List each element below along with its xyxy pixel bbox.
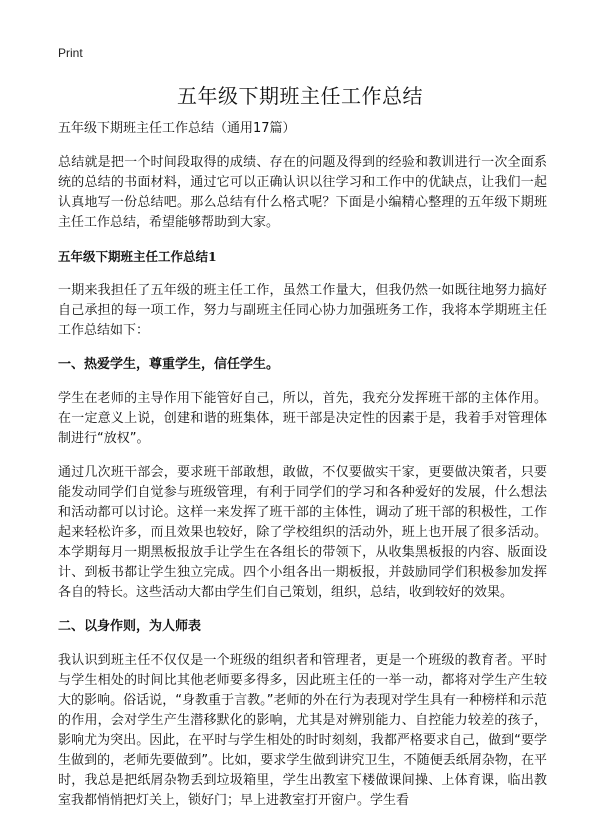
part1-paragraph-2: 通过几次班干部会，要求班干部敢想，敢做，不仅要做实干家，更要做决策者，只要能发动同学们自觉参与班级管理，有利于同学们的学习和各种爱好的发展，什么想法和活动都可以讨论。这样一来发挥了班干部的主体性，调动了班干部的积极性，工作起来轻松许多，而且效果也较好，除了学校组织的活动外，班上也开展了很多活动。本学期每月一期黑板报放手让学生在各组长的带领下，从收集黑板报的内容、版面设计、到板书都让学生独立完成。四个小组各出一期板报，并鼓励同学们积极参加发挥各自的特长。这些活动大都由学生们自己策划，组织，总结，收到较好的效果。 [58, 465, 547, 600]
part1-paragraph-1: 学生在老师的主导作用下能管好自己，所以，首先，我充分发挥班干部的主体作用。在一定意义上说，创建和谐的班集体，班干部是决定性的因素于是，我着手对管理体制进行“放权”。 [58, 391, 547, 446]
part2-heading: 二、以身作则，为人师表 [58, 619, 202, 634]
document-subtitle: 五年级下期班主任工作总结（通用17篇） [58, 121, 296, 136]
section-intro-paragraph: 一期来我担任了五年级的班主任工作，虽然工作量大，但我仍然一如既往地努力搞好自己承担的每一项工作，努力与副班主任同心协力加强班务工作，我将本学期班主任工作总结如下： [58, 283, 547, 338]
document-title: 五年级下期班主任工作总结 [177, 84, 423, 108]
print-label: Print [58, 46, 83, 60]
part1-heading: 一、热爱学生，尊重学生，信任学生。 [58, 357, 280, 372]
part2-paragraph-1: 我认识到班主任不仅仅是一个班级的组织者和管理者，更是一个班级的教育者。平时与学生相处的时间比其他老师要多得多，因此班主任的一举一动，都将对学生产生较大的影响。俗话说，“身教重于言教。”老师的外在行为表现对学生具有一种榜样和示范的作用，会对学生产生潜移默化的影响，尤其是对辨别能力、自控能力较差的孩子，影响尤为突出。因此，在平时与学生相处的时时刻刻，我都严格要求自己，做到“要学生做到的，老师先要做到”。比如，要求学生做到讲究卫生，不随便丢纸屑杂物，在平时，我总是把纸屑杂物丢到垃圾箱里，学生出教室下楼做课间操、上体育课，临出教室我都悄悄把灯关上，锁好门；早上进教室打开窗户。学生看 [58, 653, 547, 808]
intro-paragraph: 总结就是把一个时间段取得的成绩、存在的问题及得到的经验和教训进行一次全面系统的总结的书面材料，通过它可以正确认识以往学习和工作中的优缺点，让我们一起认真地写一份总结吧。那么总结有什么格式呢？下面是小编精心整理的五年级下期班主任工作总结，希望能够帮助到大家。 [58, 155, 547, 230]
section-title: 五年级下期班主任工作总结1 [58, 249, 217, 264]
document-body [58, 119, 547, 825]
